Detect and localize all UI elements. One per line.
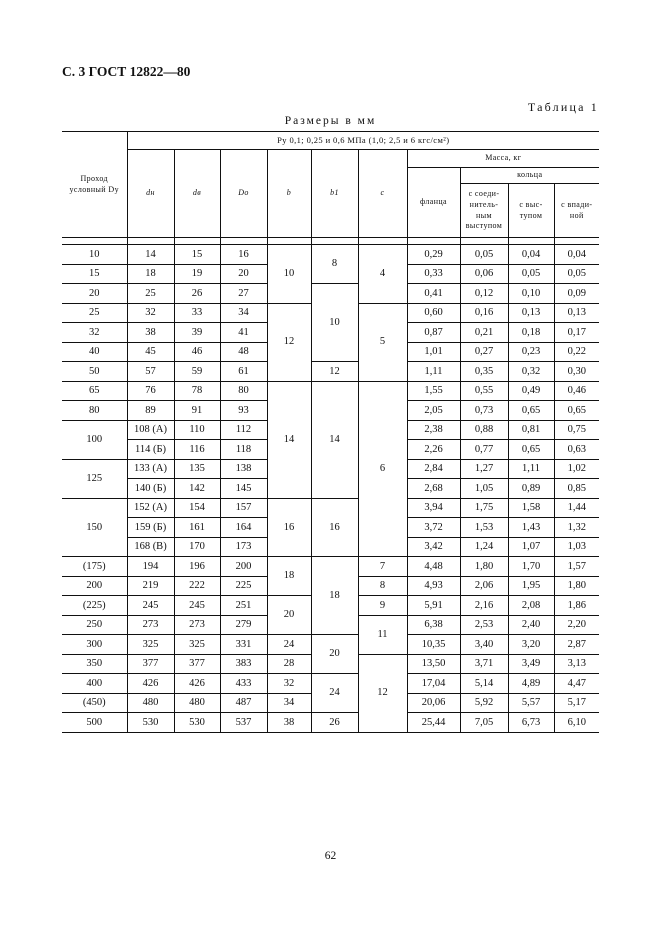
header-ring-groove-label: с впади-ной (561, 199, 593, 220)
cell-mass: 0,65 (554, 401, 599, 421)
cell-mass: 5,57 (508, 693, 554, 713)
cell-dv: 135 (174, 459, 220, 479)
cell-mass: 25,44 (407, 713, 460, 733)
cell-do: 164 (220, 518, 267, 538)
cell-mass: 3,72 (407, 518, 460, 538)
cell-mass: 3,42 (407, 537, 460, 557)
cell-mass: 13,50 (407, 654, 460, 674)
cell-c: 8 (358, 576, 407, 596)
cell-mass: 1,05 (460, 479, 508, 499)
cell-do: 200 (220, 557, 267, 577)
cell-do: 80 (220, 381, 267, 401)
cell-b: 32 (267, 674, 311, 694)
cell-mass: 2,05 (407, 401, 460, 421)
cell-mass: 0,09 (554, 284, 599, 304)
cell-mass: 6,38 (407, 615, 460, 635)
sep-cell (174, 238, 220, 245)
cell-mass: 1,27 (460, 459, 508, 479)
cell-b: 14 (267, 381, 311, 498)
cell-do: 157 (220, 498, 267, 518)
cell-mass: 1,80 (554, 576, 599, 596)
cell-c: 9 (358, 596, 407, 616)
cell-mass: 2,16 (460, 596, 508, 616)
cell-du: 350 (62, 654, 127, 674)
cell-mass: 0,73 (460, 401, 508, 421)
flange-dimensions-table (62, 131, 599, 733)
cell-mass: 2,84 (407, 459, 460, 479)
cell-du: 400 (62, 674, 127, 694)
sep-cell (127, 238, 174, 245)
cell-mass: 0,35 (460, 362, 508, 382)
cell-du: (450) (62, 693, 127, 713)
cell-dv: 530 (174, 713, 220, 733)
sep-cell (460, 238, 508, 245)
cell-mass: 0,29 (407, 245, 460, 265)
cell-do: 138 (220, 459, 267, 479)
cell-mass: 1,44 (554, 498, 599, 518)
cell-mass: 0,16 (460, 303, 508, 323)
sep-cell (554, 238, 599, 245)
cell-dv: 39 (174, 323, 220, 343)
cell-mass: 0,60 (407, 303, 460, 323)
cell-mass: 6,10 (554, 713, 599, 733)
cell-do: 41 (220, 323, 267, 343)
cell-mass: 2,06 (460, 576, 508, 596)
cell-mass: 3,20 (508, 635, 554, 655)
cell-dv: 110 (174, 420, 220, 440)
cell-c: 5 (358, 303, 407, 381)
cell-mass: 0,17 (554, 323, 599, 343)
cell-dn: 76 (127, 381, 174, 401)
cell-mass: 0,04 (508, 245, 554, 265)
cell-do: 145 (220, 479, 267, 499)
page-number: 62 (324, 850, 337, 862)
cell-mass: 0,23 (508, 342, 554, 362)
cell-mass: 0,05 (460, 245, 508, 265)
cell-c: 7 (358, 557, 407, 577)
cell-mass: 4,47 (554, 674, 599, 694)
cell-do: 251 (220, 596, 267, 616)
sep-cell (267, 238, 311, 245)
cell-dv: 19 (174, 264, 220, 284)
header-b1: b1 (311, 150, 358, 238)
cell-b: 38 (267, 713, 311, 733)
cell-mass: 2,40 (508, 615, 554, 635)
cell-b: 12 (267, 303, 311, 381)
cell-b: 18 (267, 557, 311, 596)
cell-b1: 18 (311, 557, 358, 635)
document-header: С. 3 ГОСТ 12822—80 (62, 64, 191, 79)
cell-mass: 1,07 (508, 537, 554, 557)
cell-b: 10 (267, 245, 311, 304)
cell-mass: 1,43 (508, 518, 554, 538)
cell-mass: 0,06 (460, 264, 508, 284)
cell-dn: 426 (127, 674, 174, 694)
cell-do: 27 (220, 284, 267, 304)
cell-dn: 159 (Б) (127, 518, 174, 538)
cell-b1: 14 (311, 381, 358, 498)
cell-dv: 116 (174, 440, 220, 460)
table-row (62, 713, 599, 733)
cell-mass: 0,89 (508, 479, 554, 499)
cell-dn: 108 (А) (127, 420, 174, 440)
cell-mass: 0,49 (508, 381, 554, 401)
header-separator-row (62, 238, 599, 245)
cell-mass: 0,65 (508, 440, 554, 460)
cell-do: 331 (220, 635, 267, 655)
cell-dv: 161 (174, 518, 220, 538)
cell-mass: 0,13 (508, 303, 554, 323)
header-ring-proj (508, 184, 554, 238)
sep-cell (62, 238, 127, 245)
cell-dv: 78 (174, 381, 220, 401)
cell-mass: 1,53 (460, 518, 508, 538)
sep-cell (508, 238, 554, 245)
header-ring-proj-label: с выс-тупом (519, 199, 543, 220)
cell-do: 118 (220, 440, 267, 460)
cell-dn: 140 (Б) (127, 479, 174, 499)
cell-b1: 8 (311, 245, 358, 284)
sizes-caption: Размеры в мм (284, 115, 377, 127)
cell-mass: 4,89 (508, 674, 554, 694)
cell-mass: 5,91 (407, 596, 460, 616)
table-row (62, 635, 599, 655)
cell-do: 93 (220, 401, 267, 421)
cell-dv: 26 (174, 284, 220, 304)
header-c: c (358, 150, 407, 238)
cell-mass: 1,57 (554, 557, 599, 577)
cell-mass: 0,55 (460, 381, 508, 401)
cell-mass: 0,18 (508, 323, 554, 343)
cell-mass: 1,86 (554, 596, 599, 616)
cell-du: 100 (62, 420, 127, 459)
table-row (62, 381, 599, 401)
header-ring: кольца (460, 168, 599, 184)
cell-mass: 6,73 (508, 713, 554, 733)
cell-mass: 4,48 (407, 557, 460, 577)
cell-do: 20 (220, 264, 267, 284)
cell-mass: 2,26 (407, 440, 460, 460)
cell-mass: 0,46 (554, 381, 599, 401)
cell-mass: 3,13 (554, 654, 599, 674)
cell-dn: 89 (127, 401, 174, 421)
cell-b: 16 (267, 498, 311, 557)
cell-b: 24 (267, 635, 311, 655)
cell-do: 173 (220, 537, 267, 557)
cell-mass: 1,24 (460, 537, 508, 557)
cell-du: 125 (62, 459, 127, 498)
cell-dv: 59 (174, 362, 220, 382)
cell-c: 12 (358, 654, 407, 732)
cell-b1: 16 (311, 498, 358, 557)
cell-mass: 0,32 (508, 362, 554, 382)
table-row (62, 674, 599, 694)
table-row (62, 284, 599, 304)
cell-mass: 1,32 (554, 518, 599, 538)
cell-dv: 91 (174, 401, 220, 421)
cell-b: 34 (267, 693, 311, 713)
cell-mass: 0,41 (407, 284, 460, 304)
cell-do: 433 (220, 674, 267, 694)
sep-cell (358, 238, 407, 245)
cell-dn: 168 (В) (127, 537, 174, 557)
cell-mass: 3,71 (460, 654, 508, 674)
cell-dn: 25 (127, 284, 174, 304)
sep-cell (407, 238, 460, 245)
header-pressure: Pу 0,1; 0,25 и 0,6 МПа (1,0; 2,5 и 6 кгс/см²) (127, 132, 599, 150)
cell-du: 200 (62, 576, 127, 596)
cell-dn: 14 (127, 245, 174, 265)
cell-dn: 480 (127, 693, 174, 713)
header-du-label: Проход условный Dу (69, 174, 119, 194)
cell-mass: 20,06 (407, 693, 460, 713)
cell-dn: 325 (127, 635, 174, 655)
cell-b1: 26 (311, 713, 358, 733)
cell-mass: 10,35 (407, 635, 460, 655)
cell-mass: 0,30 (554, 362, 599, 382)
header-mass: Масса, кг (407, 150, 599, 168)
cell-b: 20 (267, 596, 311, 635)
cell-mass: 0,10 (508, 284, 554, 304)
cell-dn: 45 (127, 342, 174, 362)
cell-du: 150 (62, 498, 127, 557)
cell-c: 4 (358, 245, 407, 304)
cell-mass: 0,77 (460, 440, 508, 460)
sep-cell (311, 238, 358, 245)
cell-du: 65 (62, 381, 127, 401)
header-flange: фланца (407, 168, 460, 238)
header-b: b (267, 150, 311, 238)
cell-mass: 0,27 (460, 342, 508, 362)
cell-mass: 0,05 (554, 264, 599, 284)
cell-mass: 2,38 (407, 420, 460, 440)
cell-dn: 114 (Б) (127, 440, 174, 460)
cell-do: 383 (220, 654, 267, 674)
cell-dn: 133 (А) (127, 459, 174, 479)
table-row (62, 362, 599, 382)
cell-mass: 0,13 (554, 303, 599, 323)
cell-mass: 3,40 (460, 635, 508, 655)
cell-mass: 5,17 (554, 693, 599, 713)
cell-dv: 154 (174, 498, 220, 518)
cell-dv: 46 (174, 342, 220, 362)
cell-b1: 12 (311, 362, 358, 382)
cell-mass: 0,65 (508, 401, 554, 421)
cell-mass: 2,08 (508, 596, 554, 616)
cell-du: 80 (62, 401, 127, 421)
table-name: Таблица 1 (527, 100, 599, 114)
cell-du: 25 (62, 303, 127, 323)
cell-dv: 245 (174, 596, 220, 616)
cell-dn: 245 (127, 596, 174, 616)
cell-b1: 20 (311, 635, 358, 674)
header-du (62, 132, 127, 238)
cell-mass: 0,12 (460, 284, 508, 304)
cell-mass: 2,53 (460, 615, 508, 635)
cell-dv: 196 (174, 557, 220, 577)
cell-do: 61 (220, 362, 267, 382)
cell-c: 6 (358, 381, 407, 557)
sep-cell (220, 238, 267, 245)
cell-do: 34 (220, 303, 267, 323)
cell-mass: 0,04 (554, 245, 599, 265)
cell-dn: 377 (127, 654, 174, 674)
cell-c: 11 (358, 615, 407, 654)
cell-mass: 0,87 (407, 323, 460, 343)
cell-mass: 7,05 (460, 713, 508, 733)
cell-du: 250 (62, 615, 127, 635)
cell-mass: 2,87 (554, 635, 599, 655)
header-dn: dн (127, 150, 174, 238)
cell-mass: 5,92 (460, 693, 508, 713)
cell-dn: 219 (127, 576, 174, 596)
cell-do: 16 (220, 245, 267, 265)
cell-mass: 1,58 (508, 498, 554, 518)
cell-mass: 0,63 (554, 440, 599, 460)
cell-du: 300 (62, 635, 127, 655)
cell-dv: 480 (174, 693, 220, 713)
cell-mass: 1,75 (460, 498, 508, 518)
cell-b1: 10 (311, 284, 358, 362)
cell-do: 225 (220, 576, 267, 596)
cell-mass: 2,68 (407, 479, 460, 499)
cell-dv: 33 (174, 303, 220, 323)
cell-b: 28 (267, 654, 311, 674)
cell-mass: 1,01 (407, 342, 460, 362)
cell-mass: 0,21 (460, 323, 508, 343)
cell-dn: 38 (127, 323, 174, 343)
cell-mass: 5,14 (460, 674, 508, 694)
header-dv: dв (174, 150, 220, 238)
cell-dn: 194 (127, 557, 174, 577)
cell-dv: 377 (174, 654, 220, 674)
cell-dv: 170 (174, 537, 220, 557)
header-ring-conn (460, 184, 508, 238)
cell-dn: 273 (127, 615, 174, 635)
header-ring-conn-label: с соеди-нитель-ным выступом (465, 188, 503, 231)
cell-do: 48 (220, 342, 267, 362)
header-do: Dо (220, 150, 267, 238)
cell-mass: 1,55 (407, 381, 460, 401)
cell-du: (175) (62, 557, 127, 577)
cell-dn: 32 (127, 303, 174, 323)
cell-du: 32 (62, 323, 127, 343)
cell-mass: 0,85 (554, 479, 599, 499)
cell-mass: 2,20 (554, 615, 599, 635)
cell-mass: 3,49 (508, 654, 554, 674)
cell-mass: 1,80 (460, 557, 508, 577)
cell-du: 15 (62, 264, 127, 284)
cell-mass: 0,22 (554, 342, 599, 362)
cell-dv: 426 (174, 674, 220, 694)
cell-du: 40 (62, 342, 127, 362)
cell-du: 500 (62, 713, 127, 733)
cell-do: 112 (220, 420, 267, 440)
cell-dn: 530 (127, 713, 174, 733)
table-row (62, 557, 599, 577)
cell-mass: 0,81 (508, 420, 554, 440)
cell-dv: 15 (174, 245, 220, 265)
cell-mass: 0,33 (407, 264, 460, 284)
cell-do: 279 (220, 615, 267, 635)
cell-dn: 18 (127, 264, 174, 284)
cell-mass: 17,04 (407, 674, 460, 694)
cell-dn: 152 (А) (127, 498, 174, 518)
cell-mass: 0,75 (554, 420, 599, 440)
cell-mass: 1,11 (508, 459, 554, 479)
cell-mass: 1,95 (508, 576, 554, 596)
table-row (62, 245, 599, 265)
cell-mass: 0,05 (508, 264, 554, 284)
cell-do: 537 (220, 713, 267, 733)
header-ring-groove (554, 184, 599, 238)
cell-mass: 1,70 (508, 557, 554, 577)
cell-do: 487 (220, 693, 267, 713)
cell-mass: 1,03 (554, 537, 599, 557)
cell-mass: 1,02 (554, 459, 599, 479)
cell-du: (225) (62, 596, 127, 616)
cell-du: 50 (62, 362, 127, 382)
cell-mass: 1,11 (407, 362, 460, 382)
cell-b1: 24 (311, 674, 358, 713)
cell-mass: 0,88 (460, 420, 508, 440)
cell-dv: 273 (174, 615, 220, 635)
cell-du: 20 (62, 284, 127, 304)
cell-dv: 142 (174, 479, 220, 499)
table-row (62, 498, 599, 518)
cell-dv: 325 (174, 635, 220, 655)
cell-dv: 222 (174, 576, 220, 596)
cell-du: 10 (62, 245, 127, 265)
cell-mass: 3,94 (407, 498, 460, 518)
cell-dn: 57 (127, 362, 174, 382)
cell-mass: 4,93 (407, 576, 460, 596)
